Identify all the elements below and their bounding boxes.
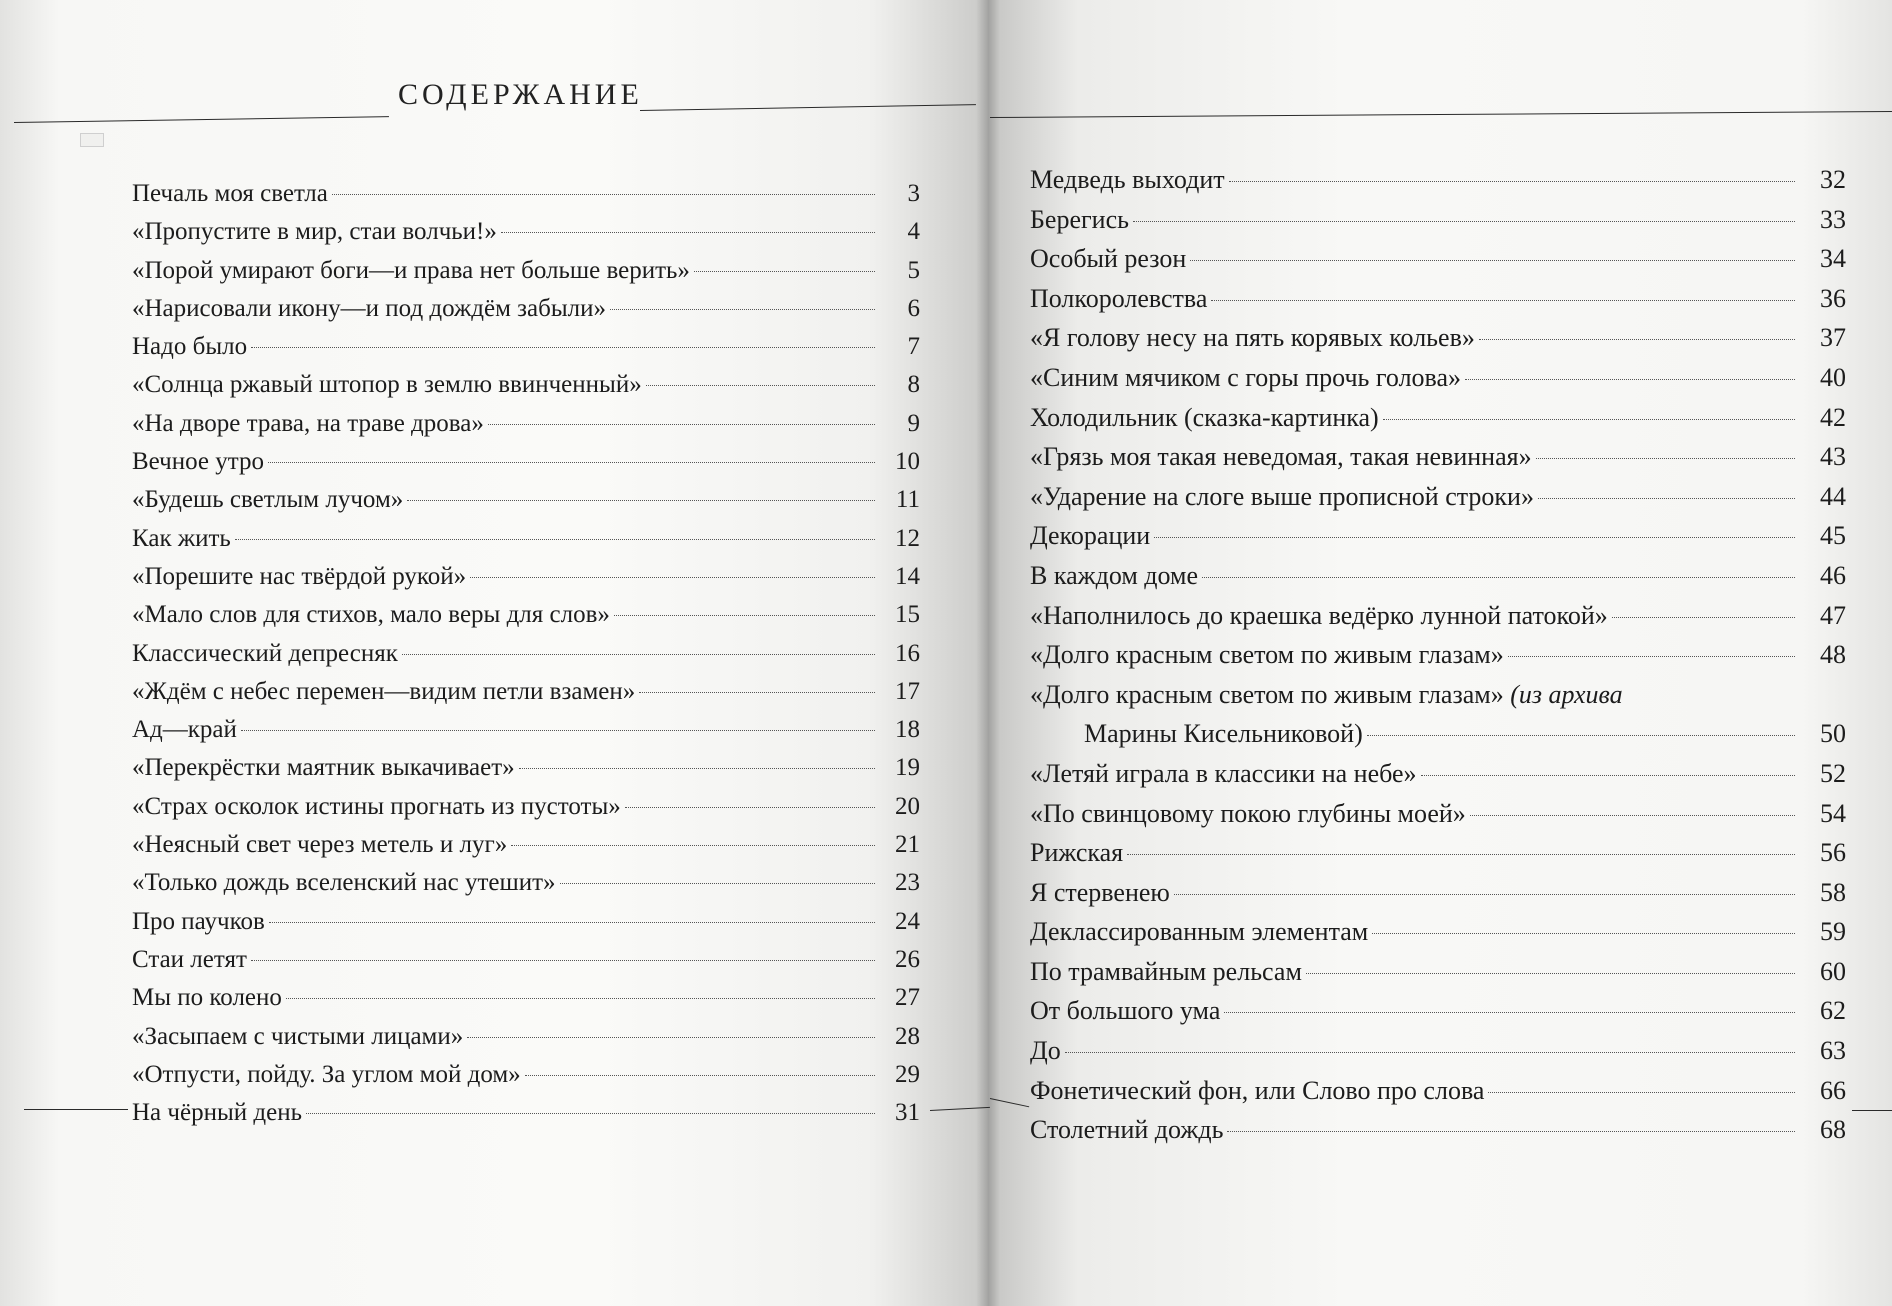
toc-entry[interactable] (132, 640, 920, 678)
toc-entry-title: «Наполнилось до краешка ведёрко лунной патокой» (1030, 600, 1608, 630)
toc-entry[interactable] (132, 371, 920, 409)
toc-page-number: 54 (1820, 798, 1846, 828)
toc-entry[interactable] (132, 563, 920, 601)
toc-leader-dots (1133, 221, 1795, 222)
toc-page-number: 5 (907, 256, 920, 284)
toc-leader-dots (1383, 419, 1795, 420)
toc-entry[interactable] (1030, 838, 1846, 878)
toc-entry-title: «По свинцовому покою глубины моей» (1030, 798, 1466, 828)
toc-entry-title: «На дворе трава, на траве дрова» (132, 409, 484, 437)
archive-entry-title: «Долго красным светом по живым глазам» (1030, 679, 1504, 709)
toc-leader-dots (1202, 577, 1795, 578)
toc-leader-dots (694, 271, 875, 272)
toc-page-number: 32 (1820, 165, 1846, 194)
toc-entry[interactable] (1030, 957, 1846, 997)
toc-entry[interactable] (132, 716, 920, 754)
toc-entry-title: «Будешь светлым лучом» (132, 486, 404, 514)
toc-entry[interactable] (1030, 363, 1846, 403)
toc-entry-title: Рижская (1030, 838, 1124, 868)
toc-entry[interactable] (1030, 403, 1846, 443)
toc-entry-title: Особый резон (1030, 244, 1187, 274)
toc-leader-dots (1612, 617, 1795, 618)
toc-entry[interactable] (132, 946, 920, 984)
toc-entry[interactable] (1030, 601, 1846, 641)
toc-entry-title: «Пропустите в мир, стаи волчьи!» (132, 218, 497, 246)
toc-entry-title: Стаи летят (132, 945, 247, 973)
toc-entry-title: «Засыпаем с чистыми лицами» (132, 1022, 464, 1050)
toc-page-number: 16 (895, 639, 920, 667)
toc-page-number: 24 (895, 907, 920, 935)
toc-entry[interactable] (1030, 759, 1846, 799)
toc-leader-dots (488, 424, 875, 425)
toc-entry[interactable] (132, 831, 920, 869)
toc-entry[interactable] (132, 869, 920, 907)
toc-entry[interactable] (132, 1099, 920, 1137)
toc-entry[interactable] (1030, 482, 1846, 522)
toc-leader-dots (1229, 181, 1795, 182)
toc-entry-title: «Я голову несу на пять корявых кольев» (1030, 323, 1475, 353)
toc-page-number: 60 (1820, 956, 1846, 986)
toc-leader-dots (1367, 735, 1795, 736)
toc-entry-title: «Только дождь вселенский нас утешит» (132, 869, 556, 897)
toc-entry-title: Берегись (1030, 204, 1129, 234)
toc-list-right (1030, 165, 1846, 1155)
toc-entry[interactable] (1030, 1076, 1846, 1116)
archive-note-line1: (из архива (1510, 679, 1623, 709)
toc-page-number: 50 (1820, 719, 1846, 749)
toc-page-number: 45 (1820, 521, 1846, 551)
toc-entry-title: Мы по колено (132, 984, 282, 1012)
toc-entry-title: Классический депресняк (132, 639, 398, 667)
toc-leader-dots (1306, 973, 1795, 974)
toc-entry-title: «Синим мячиком с горы прочь голова» (1030, 362, 1462, 392)
toc-entry-title: Фонетический фон, или Слово про слова (1030, 1075, 1485, 1105)
toc-entry-title: Вечное утро (132, 448, 264, 476)
toc-entry-title: Надо было (132, 333, 248, 361)
toc-entry[interactable] (132, 180, 920, 218)
toc-page-number: 15 (895, 601, 920, 629)
toc-leader-dots (614, 615, 875, 616)
book-gutter (976, 0, 1000, 1306)
toc-page-number: 23 (895, 869, 920, 897)
toc-page-number: 40 (1820, 362, 1846, 392)
toc-leader-dots (241, 730, 875, 731)
toc-leader-dots (1479, 339, 1795, 340)
toc-entry-title: «Солнца ржавый штопор в землю ввинченный» (132, 371, 642, 399)
toc-entry[interactable] (1030, 284, 1846, 324)
toc-entry-title: Холодильник (сказка-картинка) (1030, 402, 1379, 432)
toc-leader-dots (610, 309, 875, 310)
toc-entry-title: «Неясный свет через метель и луг» (132, 831, 508, 859)
toc-page-number: 63 (1820, 1036, 1846, 1066)
toc-entry-title: «Страх осколок истины прогнать из пустоты» (132, 792, 621, 820)
toc-page-number: 3 (907, 180, 920, 207)
toc-list-left (132, 180, 920, 1137)
toc-page-number: 28 (895, 1022, 920, 1050)
toc-leader-dots (1536, 458, 1795, 459)
toc-entry[interactable] (132, 525, 920, 563)
toc-entry[interactable] (1030, 165, 1846, 205)
archive-note-line2: Марины Кисельниковой) (1084, 719, 1363, 749)
toc-entry-title: «Долго красным светом по живым глазам» (1030, 640, 1504, 670)
toc-leader-dots (268, 462, 875, 463)
toc-entry-title: В каждом доме (1030, 560, 1198, 590)
toc-entry-title: «Порешите нас твёрдой рукой» (132, 562, 467, 590)
toc-entry[interactable] (132, 984, 920, 1022)
toc-leader-dots (1470, 815, 1795, 816)
toc-leader-dots (1224, 1012, 1795, 1013)
toc-leader-dots (251, 347, 875, 348)
toc-page-number: 44 (1820, 481, 1846, 511)
toc-page-number: 46 (1820, 560, 1846, 590)
toc-entry-title: Декорации (1030, 521, 1151, 551)
toc-entry[interactable] (132, 218, 920, 256)
toc-leader-dots (1211, 300, 1795, 301)
toc-leader-dots (269, 922, 875, 923)
toc-entry[interactable] (1030, 205, 1846, 245)
toc-page-number: 31 (895, 1099, 920, 1127)
toc-entry[interactable] (1030, 1115, 1846, 1155)
toc-entry[interactable] (1030, 1036, 1846, 1076)
toc-entry-title: Ад—край (132, 716, 237, 744)
toc-leader-dots (470, 577, 875, 578)
toc-entry[interactable] (132, 257, 920, 295)
toc-entry-title: До (1030, 1036, 1061, 1066)
toc-leader-dots (332, 194, 875, 195)
toc-page-number: 18 (895, 716, 920, 744)
toc-leader-dots (560, 883, 875, 884)
toc-leader-dots (1538, 498, 1795, 499)
toc-entry[interactable] (1030, 244, 1846, 284)
toc-page-number: 42 (1820, 402, 1846, 432)
page-corner-mark (80, 133, 104, 147)
toc-leader-dots (1190, 260, 1795, 261)
toc-leader-dots (235, 539, 875, 540)
toc-leader-dots (501, 232, 875, 233)
toc-entry[interactable] (132, 793, 920, 831)
bottom-rule-right-end (1852, 1110, 1892, 1111)
toc-leader-dots (1465, 379, 1795, 380)
toc-page-number: 29 (895, 1060, 920, 1088)
toc-leader-dots (286, 998, 875, 999)
toc-entry[interactable] (1030, 323, 1846, 363)
toc-page-number: 10 (895, 448, 920, 476)
toc-entry-title: Медведь выходит (1030, 165, 1225, 194)
toc-entry-title: По трамвайным рельсам (1030, 956, 1302, 986)
toc-leader-dots (1127, 854, 1795, 855)
toc-page-number: 9 (907, 409, 920, 437)
toc-page-number: 48 (1820, 640, 1846, 670)
toc-page-number: 21 (895, 831, 920, 859)
toc-entry-title: «Летяй играла в классики на небе» (1030, 758, 1417, 788)
toc-page-number: 66 (1820, 1075, 1846, 1105)
toc-page-number: 7 (907, 333, 920, 361)
toc-entry[interactable] (1030, 878, 1846, 918)
toc-leader-dots (519, 768, 875, 769)
toc-page-number: 58 (1820, 877, 1846, 907)
toc-entry-title: «Нарисовали икону—и под дождём забыли» (132, 294, 607, 322)
toc-entry-archive-line1[interactable] (1030, 680, 1846, 720)
toc-entry-title: Столетний дождь (1030, 1115, 1224, 1145)
toc-page-number: 52 (1820, 758, 1846, 788)
toc-page-number: 27 (895, 984, 920, 1012)
toc-entry[interactable] (1030, 561, 1846, 601)
toc-leader-dots (467, 1037, 875, 1038)
toc-page-number: 20 (895, 792, 920, 820)
toc-page-number: 62 (1820, 996, 1846, 1026)
toc-leader-dots (639, 692, 875, 693)
toc-leader-dots (1421, 775, 1795, 776)
toc-leader-dots (1154, 537, 1795, 538)
toc-entry-title: «Грязь моя такая неведомая, такая невинная» (1030, 442, 1532, 472)
toc-leader-dots (625, 807, 875, 808)
toc-entry-title: «Ждём с небес перемен—видим петли взамен» (132, 677, 636, 705)
toc-page-number: 26 (895, 945, 920, 973)
toc-entry[interactable] (1030, 917, 1846, 957)
toc-leader-dots (646, 385, 875, 386)
toc-page-number: 36 (1820, 283, 1846, 313)
bottom-rule-left (24, 1109, 128, 1110)
toc-page-number: 4 (907, 218, 920, 246)
toc-leader-dots (407, 500, 875, 501)
toc-entry[interactable] (132, 754, 920, 792)
toc-leader-dots (525, 1075, 875, 1076)
toc-entry-title: На чёрный день (132, 1099, 302, 1127)
toc-page-number: 37 (1820, 323, 1846, 353)
toc-leader-dots (1372, 933, 1795, 934)
toc-entry-title: Полкоролевства (1030, 283, 1208, 313)
toc-page-number: 6 (907, 294, 920, 322)
toc-page-number: 17 (895, 677, 920, 705)
toc-entry-title: Печаль моя светла (132, 180, 328, 207)
toc-entry[interactable] (132, 601, 920, 639)
toc-entry-title: От большого ума (1030, 996, 1221, 1026)
toc-leader-dots (251, 960, 875, 961)
toc-page-number: 68 (1820, 1115, 1846, 1145)
toc-page-number: 59 (1820, 917, 1846, 947)
toc-entry-title (1030, 680, 1623, 710)
toc-entry[interactable] (132, 486, 920, 524)
toc-entry-title: «Порой умирают боги—и права нет больше верить» (132, 256, 690, 284)
toc-page-number: 14 (895, 562, 920, 590)
toc-entry[interactable] (132, 908, 920, 946)
toc-entry[interactable] (132, 295, 920, 333)
toc-entry[interactable] (1030, 799, 1846, 839)
toc-entry-title: Как жить (132, 524, 231, 552)
toc-entry-title: Про паучков (132, 907, 265, 935)
page-title: СОДЕРЖАНИЕ (398, 78, 643, 111)
toc-entry-title: Я стервенею (1030, 877, 1170, 907)
toc-entry[interactable] (1030, 442, 1846, 482)
toc-entry-title: «Ударение на слоге выше прописной строки» (1030, 481, 1534, 511)
toc-leader-dots (1488, 1092, 1795, 1093)
toc-entry-title: «Отпусти, пойду. За углом мой дом» (132, 1060, 521, 1088)
toc-page-number: 11 (895, 486, 920, 514)
toc-page-number: 8 (907, 371, 920, 399)
toc-leader-dots (1508, 656, 1795, 657)
toc-entry[interactable] (132, 448, 920, 486)
toc-entry[interactable] (1030, 640, 1846, 680)
toc-entry-archive-line2[interactable] (1030, 719, 1846, 759)
toc-page-number: 33 (1820, 204, 1846, 234)
toc-entry[interactable] (132, 333, 920, 371)
toc-entry[interactable] (1030, 521, 1846, 561)
toc-page-number: 34 (1820, 244, 1846, 274)
toc-page-number: 19 (895, 754, 920, 782)
toc-leader-dots (1227, 1131, 1795, 1132)
toc-page-number: 56 (1820, 838, 1846, 868)
toc-page-number: 12 (895, 524, 920, 552)
toc-entry-title: «Перекрёстки маятник выкачивает» (132, 754, 515, 782)
toc-entry[interactable] (1030, 996, 1846, 1036)
toc-leader-dots (402, 654, 875, 655)
toc-entry[interactable] (132, 678, 920, 716)
toc-entry[interactable] (132, 1061, 920, 1099)
toc-entry-title: «Мало слов для стихов, мало веры для слов» (132, 601, 610, 629)
toc-leader-dots (511, 845, 875, 846)
toc-entry-title: Деклассированным элементам (1030, 917, 1369, 947)
toc-page-number: 43 (1820, 442, 1846, 472)
toc-leader-dots (306, 1113, 875, 1114)
toc-page-number: 47 (1820, 600, 1846, 630)
toc-entry[interactable] (132, 1023, 920, 1061)
toc-leader-dots (1065, 1052, 1795, 1053)
toc-leader-dots (1174, 894, 1795, 895)
toc-entry[interactable] (132, 410, 920, 448)
